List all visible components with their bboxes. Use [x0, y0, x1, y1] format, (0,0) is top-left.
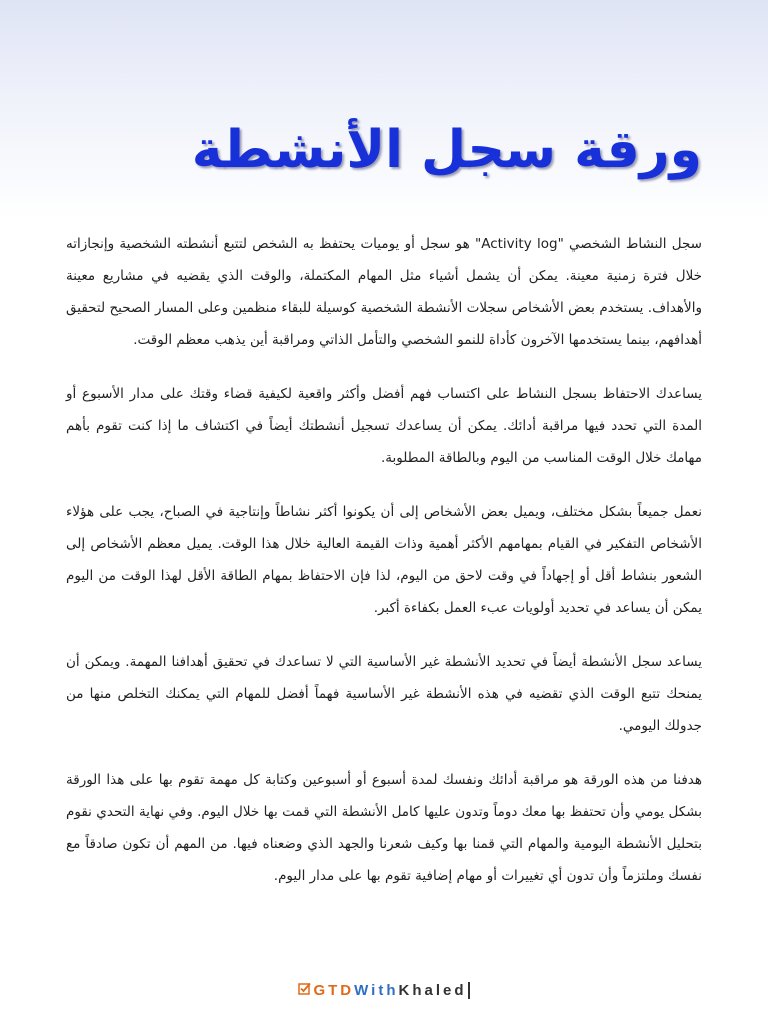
- logo-name-text: Khaled: [398, 982, 467, 999]
- logo-with-text: With: [354, 982, 399, 999]
- paragraph: يساعد سجل الأنشطة أيضاً في تحديد الأنشطة غير الأساسية التي لا تساعدك في تحقيق أهدافنا المهمة. ويمكن أن يمنحك تتبع الوقت الذي تقضيه في هذه الأنشطة غير الأساسية فهماً أفضل للمهام التي يمكنك التخلص منها من جدولك اليومي.: [66, 654, 702, 734]
- paragraph: سجل النشاط الشخصي "Activity log" هو سجل أو يوميات يحتفظ به الشخص لتتبع أنشطته الشخصية وإنجازاته خلال فترة زمنية معينة. يمكن أن يشمل أشياء مثل المهام المكتملة، والوقت الذي يقضيه في مشاريع معينة والأهداف. يستخدم بعض الأشخاص سجلات الأنشطة الشخصية كوسيلة للبقاء منظمين وعلى المسار الصحيح لتحقيق أهدافهم، بينما يستخدمها الآخرون كأداة للنمو الشخصي والتأمل الذاتي ومراقبة أين يذهب معظم الوقت.: [66, 236, 702, 348]
- gtdwithkhaled-logo: [298, 982, 469, 999]
- paragraph: هدفنا من هذه الورقة هو مراقبة أدائك ونفسك لمدة أسبوع أو أسبوعين وكتابة كل مهمة تقوم بها على هذا الورقة بشكل يومي وأن تحتفظ بها معك دوماً وتدون عليها كامل الأنشطة التي قمت بها خلال اليوم. وفي نهاية التحدي نقوم بتحليل الأنشطة اليومية والمهام التي قمنا بها وكيف شعرنا والجهد الذي وضعناه فيها. من المهم أن تكون صادقاً مع نفسك وملتزماً وأن تدون أي تغييرات أو مهام إضافية تقوم بها على مدار اليوم.: [66, 772, 702, 884]
- checkbox-icon: [298, 982, 311, 999]
- paragraph: يساعدك الاحتفاظ بسجل النشاط على اكتساب فهم أفضل وأكثر واقعية لكيفية قضاء وقتك على مدار الأسبوع أو المدة التي تحدد فيها مراقبة أدائك. يمكن أن يساعدك تسجيل أنشطتك أيضاً في اكتشاف ما إذا كنت تقوم بأهم مهامك خلال الوقت المناسب من اليوم وبالطاقة المطلوبة.: [66, 386, 702, 466]
- paragraph: نعمل جميعاً بشكل مختلف، ويميل بعض الأشخاص إلى أن يكونوا أكثر نشاطاً وإنتاجية في الصباح، يجب على هؤلاء الأشخاص التفكير في القيام بمهامهم الأكثر أهمية وذات القيمة العالية خلال هذا الوقت. يميل معظم الأشخاص إلى الشعور بنشاط أقل أو إجهاداً في وقت لاحق من اليوم، لذا فإن الاحتفاظ بمهام الطاقة الأقل لهذا الوقت من اليوم يمكن أن يساعد في تحديد أولويات عبء العمل بكفاءة أكبر.: [66, 504, 702, 616]
- document-body: [66, 228, 702, 914]
- footer: [0, 980, 768, 999]
- logo-gtd-text: GTD: [313, 982, 355, 999]
- logo-bar-icon: [468, 982, 470, 999]
- page-title: ورقة سجل الأنشطة: [191, 120, 702, 180]
